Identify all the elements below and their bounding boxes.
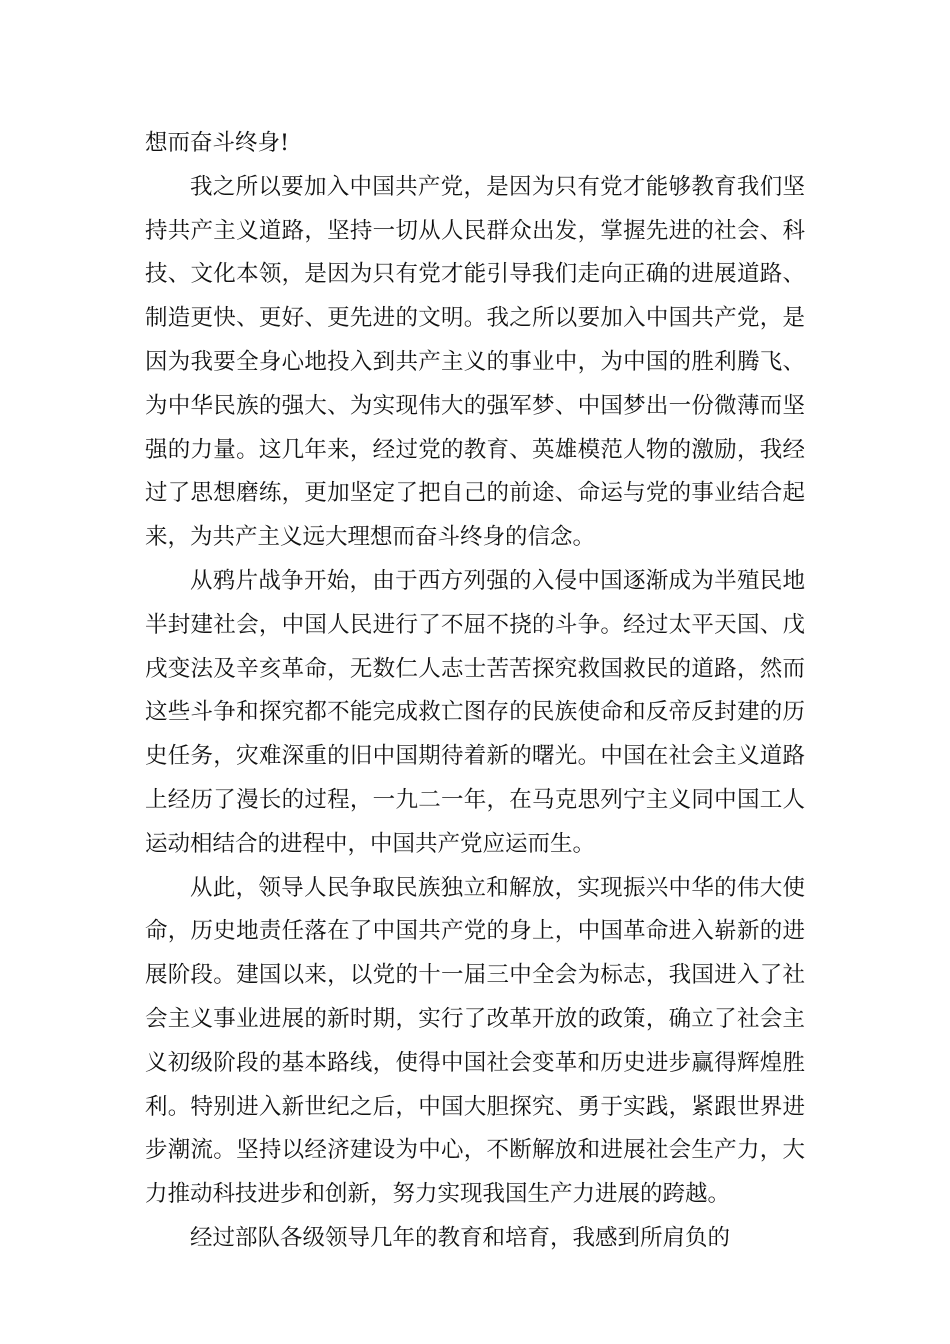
document-body <box>145 122 805 1261</box>
paragraph-opium-war-history: 从鸦片战争开始，由于西方列强的入侵中国逐渐成为半殖民地半封建社会，中国人民进行了不屈不挠的斗争。经过太平天国、戊戌变法及辛亥革命，无数仁人志士苦苦探究救国救民的道路，然而这些斗争和探究都不能完成救亡图存的民族使命和反帝反封建的历史任务，灾难深重的旧中国期待着新的曙光。中国在社会主义道路上经历了漫长的过程，一九二一年，在马克思列宁主义同中国工人运动相结合的进程中，中国共产党应运而生。 <box>145 567 805 857</box>
paragraph-army-education: 经过部队各级领导几年的教育和培育，我感到所肩负的 <box>190 1224 731 1251</box>
paragraph-party-leadership: 从此，领导人民争取民族独立和解放，实现振兴中华的伟大使命，历史地责任落在了中国共产党的身上，中国革命进入崭新的进展阶段。建国以来，以党的十一届三中全会为标志，我国进入了社会主义事业进展的新时期，实行了改革开放的政策，确立了社会主义初级阶段的基本路线，使得中国社会变革和历史进步赢得辉煌胜利。特别进入新世纪之后，中国大胆探究、勇于实践，紧跟世界进步潮流。坚持以经济建设为中心，不断解放和进展社会生产力，大力推动科技进步和创新，努力实现我国生产力进展的跨越。 <box>145 874 805 1208</box>
paragraph-reason-join-party: 我之所以要加入中国共产党，是因为只有党才能够教育我们坚持共产主义道路，坚持一切从人民群众出发，掌握先进的社会、科技、文化本领，是因为只有党才能引导我们走向正确的进展道路、制造更快、更好、更先进的文明。我之所以要加入中国共产党，是因为我要全身心地投入到共产主义的事业中，为中国的胜利腾飞、为中华民族的强大、为实现伟大的强军梦、中国梦出一份微薄而坚强的力量。这几年来，经过党的教育、英雄模范人物的激励，我经过了思想磨练，更加坚定了把自己的前途、命运与党的事业结合起来，为共产主义远大理想而奋斗终身的信念。 <box>145 173 805 551</box>
paragraph-continuation: 想而奋斗终身! <box>145 130 290 156</box>
